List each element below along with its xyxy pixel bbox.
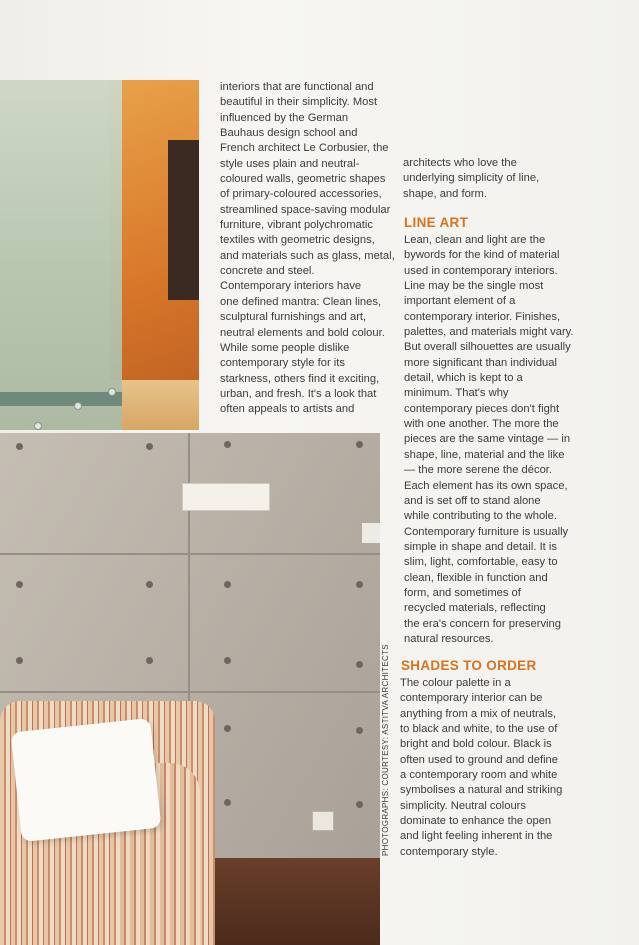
- text-line: while contributing to the whole.: [404, 510, 557, 523]
- tie-hole: [224, 581, 231, 588]
- tie-hole: [16, 657, 23, 664]
- text-line: clean, flexible in function and: [404, 571, 548, 584]
- text-line: used in contemporary interiors.: [404, 264, 558, 277]
- text-column-1: [220, 80, 395, 418]
- text-line: and materials such as glass, metal,: [220, 249, 395, 262]
- text-line: Bauhaus design school and: [220, 127, 358, 140]
- tie-hole: [356, 661, 363, 668]
- text-line: contemporary interior can be: [400, 692, 543, 705]
- text-line: The colour palette in a: [400, 677, 511, 689]
- text-column-2-intro: [403, 156, 578, 202]
- text-line: interiors that are functional and: [220, 81, 374, 93]
- text-line: more significant than individual: [404, 356, 557, 369]
- text-line: concrete and steel.: [220, 265, 315, 278]
- text-line: detail, which is kept to a: [404, 372, 523, 385]
- cabinet-band: [0, 392, 122, 406]
- interior-photo-glass-cabinet: [0, 80, 199, 430]
- text-line: form, and sometimes of: [404, 586, 521, 599]
- text-line: style uses plain and neutral-: [220, 157, 360, 170]
- tie-hole: [16, 443, 23, 450]
- wall-light: [182, 483, 270, 511]
- text-line: contemporary interior. Finishes,: [404, 310, 561, 323]
- text-line: shape, line, material and the like: [404, 448, 565, 461]
- text-line: But overall silhouettes are usually: [404, 341, 571, 354]
- text-line: often appeals to artists and: [220, 403, 355, 416]
- text-line: a contemporary room and white: [400, 769, 558, 782]
- text-line: contemporary pieces don't fight: [404, 402, 560, 415]
- heading-line-art: LINE ART: [404, 215, 469, 230]
- white-cushion: [11, 718, 162, 842]
- photo-credit: PHOTOGRAPHS: COURTESY: ASTITVA ARCHITECTS: [381, 644, 390, 856]
- text-line: coloured walls, geometric shapes: [220, 173, 386, 186]
- text-line: furniture, vibrant polychromatic: [220, 219, 373, 232]
- text-line: contemporary style.: [400, 845, 498, 858]
- text-line: pieces are the same vintage — in: [404, 433, 571, 446]
- tie-hole: [356, 727, 363, 734]
- text-line: natural resources.: [404, 632, 494, 645]
- text-line: simplicity. Neutral colours: [400, 799, 526, 812]
- tie-hole: [224, 441, 231, 448]
- text-line: beautiful in their simplicity. Most: [220, 96, 378, 109]
- text-line: dominate to enhance the open: [400, 815, 552, 828]
- text-line: minimum. That's why: [404, 387, 509, 400]
- text-line: with one another. The more the: [404, 418, 559, 431]
- heading-shades-to-order: SHADES TO ORDER: [401, 658, 537, 673]
- text-line: bywords for the kind of material: [404, 249, 560, 262]
- panel-joint: [0, 691, 380, 693]
- text-line: anything from a mix of neutrals,: [400, 707, 557, 720]
- cabinet-knob: [34, 422, 42, 430]
- text-line: recycled materials, reflecting: [404, 602, 546, 615]
- text-line: Lean, clean and light are the: [404, 234, 546, 246]
- tie-hole: [146, 443, 153, 450]
- text-line: Contemporary furniture is usually: [404, 525, 569, 538]
- tie-hole: [356, 801, 363, 808]
- text-line: starkness, others find it exciting,: [220, 372, 380, 385]
- text-line: and light feeling inherent in the: [400, 830, 553, 843]
- panel-joint: [0, 553, 380, 555]
- interior-photo-concrete-wall: [0, 433, 380, 945]
- text-line: French architect Le Corbusier, the: [220, 142, 389, 155]
- wall-light: [362, 523, 380, 543]
- text-line: architects who love the: [403, 157, 517, 169]
- text-line: Line may be the single most: [404, 280, 544, 293]
- text-line: Contemporary interiors have: [220, 280, 362, 293]
- text-line: neutral elements and bold colour.: [220, 326, 385, 339]
- text-line: shape, and form.: [403, 187, 487, 200]
- text-line: textiles with geometric designs,: [220, 234, 375, 247]
- text-line: — the more serene the décor.: [404, 464, 553, 477]
- text-line: influenced by the German: [220, 111, 349, 124]
- text-line: to black and white, to the use of: [400, 723, 558, 736]
- doorway: [168, 140, 199, 300]
- power-socket: [312, 811, 334, 831]
- tie-hole: [356, 581, 363, 588]
- text-line: sculptural furnishings and art,: [220, 311, 367, 324]
- text-line: of primary-coloured accessories,: [220, 188, 382, 201]
- cabinet-knob: [108, 388, 116, 396]
- tie-hole: [146, 657, 153, 664]
- text-line: While some people dislike: [220, 341, 350, 354]
- tie-hole: [224, 799, 231, 806]
- text-shades-to-order: [400, 676, 578, 860]
- tie-hole: [224, 657, 231, 664]
- text-line: the era's concern for preserving: [404, 617, 561, 630]
- tie-hole: [146, 581, 153, 588]
- text-line: Each element has its own space,: [404, 479, 568, 492]
- text-line: palettes, and materials might vary.: [404, 326, 574, 339]
- text-line: symbolises a natural and striking: [400, 784, 563, 797]
- text-line: streamlined space-saving modular: [220, 203, 391, 216]
- text-line: slim, light, comfortable, easy to: [404, 556, 558, 569]
- tie-hole: [16, 581, 23, 588]
- cabinet-knob: [74, 402, 82, 410]
- text-line: important element of a: [404, 295, 516, 308]
- tie-hole: [224, 725, 231, 732]
- text-line: underlying simplicity of line,: [403, 172, 540, 185]
- text-line: urban, and fresh. It's a look that: [220, 387, 377, 400]
- text-line: simple in shape and detail. It is: [404, 540, 557, 553]
- text-line: one defined mantra: Clean lines,: [220, 295, 382, 308]
- text-line: and is set off to stand alone: [404, 494, 541, 507]
- text-line: often used to ground and define: [400, 753, 558, 766]
- tie-hole: [356, 441, 363, 448]
- text-line-art: [404, 233, 582, 647]
- glass-cabinet: [0, 80, 122, 430]
- text-line: contemporary style for its: [220, 357, 345, 370]
- text-line: bright and bold colour. Black is: [400, 738, 552, 751]
